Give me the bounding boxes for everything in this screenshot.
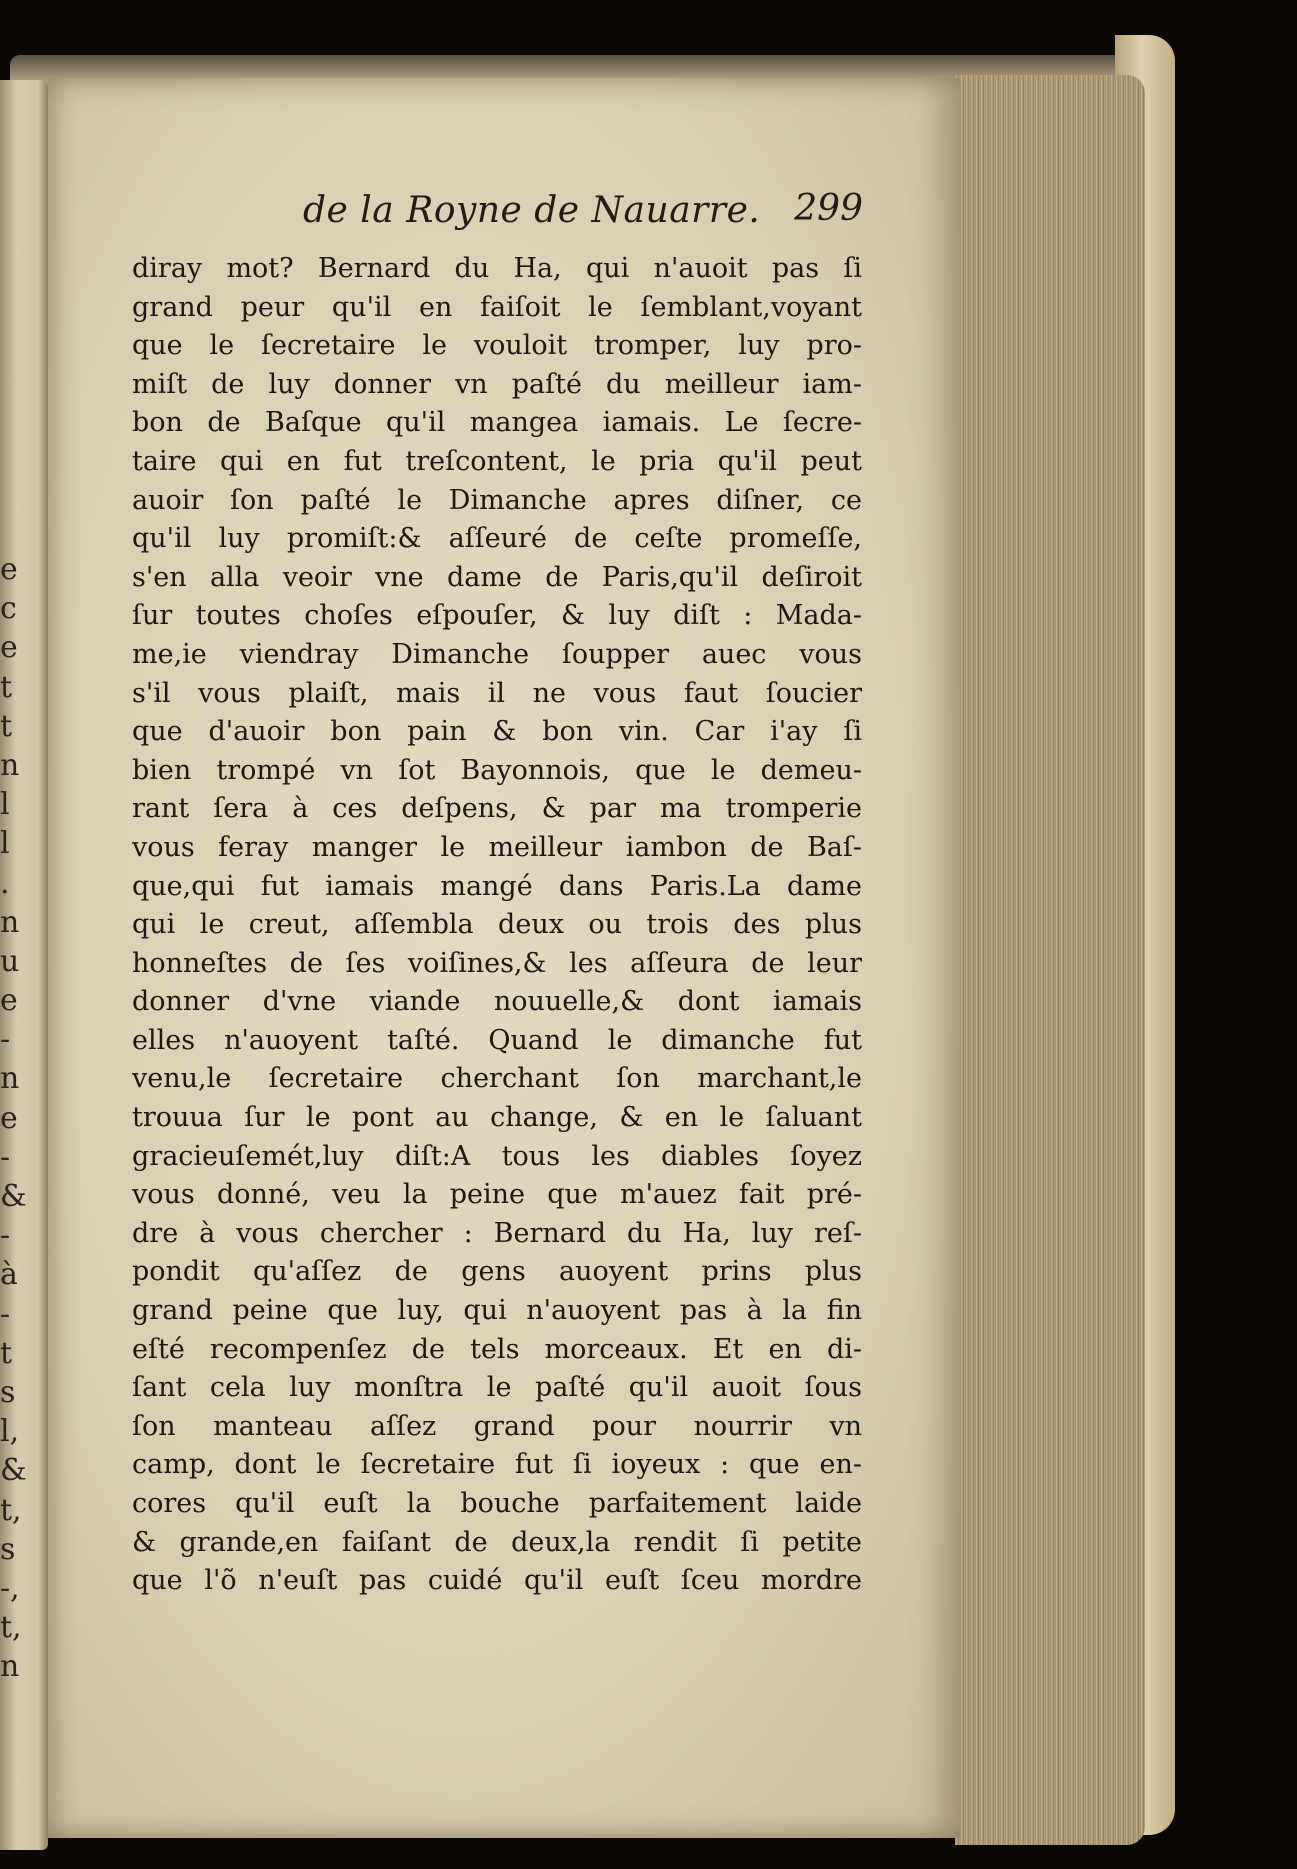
previous-page-char: t,: [0, 1610, 22, 1646]
text-line: cores qu'il euſt la bouche parfaitement laide: [132, 1488, 862, 1519]
text-line: qu'il luy promiſt:& aſſeuré de ceſte promeſſe,: [132, 523, 862, 555]
previous-page-char: &: [0, 1453, 27, 1489]
text-line: que l'õ n'euſt pas cuidé qu'il euſt ſceu mordre: [132, 1565, 862, 1597]
text-line: pondit qu'aſſez de gens auoyent prins plus: [132, 1256, 862, 1288]
text-line: grand peine que luy, qui n'auoyent pas à la fin: [132, 1295, 862, 1327]
previous-page-char: s: [0, 1374, 16, 1410]
previous-page-char: t: [0, 1335, 13, 1371]
page-body-text: [132, 250, 862, 1601]
text-line: qui le creut, aſſembla deux ou trois des plus: [132, 909, 862, 941]
previous-page-char: -,: [0, 1570, 20, 1606]
previous-page-char: l,: [0, 1414, 20, 1450]
text-line: que le ſecretaire le vouloit tromper, luy pro-: [132, 330, 862, 362]
previous-page-char: n: [0, 1061, 20, 1097]
previous-page-char: l: [0, 787, 10, 823]
text-line: venu,le ſecretaire cherchant ſon marchant,le: [132, 1063, 862, 1095]
previous-page-char: &: [0, 1179, 27, 1214]
previous-page-char: -: [0, 1139, 11, 1175]
text-line: s'en alla veoir vne dame de Paris,qu'il deſiroit: [132, 561, 862, 593]
text-line: camp, dont le ſecretaire fut ſi ioyeux : que en-: [132, 1449, 862, 1481]
previous-page-char: e: [0, 983, 18, 1019]
text-line: que,qui fut iamais mangé dans Paris.La dame: [132, 870, 862, 902]
text-line: vous donné, veu la peine que m'auez fait pré-: [132, 1179, 862, 1211]
text-line: auoir ſon paſté le Dimanche apres diſner, ce: [132, 484, 862, 516]
text-line: miſt de luy donner vn paſté du meilleur iam-: [132, 368, 862, 400]
text-line: diray mot? Bernard du Ha, qui n'auoit pas ſi: [132, 253, 862, 284]
text-line: vous feray manger le meilleur iambon de Baſ-: [132, 831, 862, 863]
text-line: eſté recompenſez de tels morceaux. Et en di-: [132, 1333, 862, 1365]
previous-page-char: -: [0, 1218, 11, 1254]
previous-page-char: t: [0, 708, 13, 744]
previous-page-char: n: [0, 1649, 20, 1685]
previous-page-char: n: [0, 747, 20, 783]
text-line: grand peur qu'il en faiſoit le ſemblant,voyant: [132, 291, 862, 323]
running-title: de la Royne de Nauarre.: [303, 190, 761, 231]
previous-page-edge: [0, 80, 48, 1850]
text-line: trouua ſur le pont au change, & en le ſaluant: [132, 1102, 862, 1134]
previous-page-line-endings: [0, 550, 27, 1750]
previous-page-char: s: [0, 1531, 16, 1567]
text-line: bon de Baſque qu'il mangea iamais. Le ſecre-: [132, 407, 862, 439]
text-line: & grande,en faiſant de deux,la rendit ſi petite: [132, 1526, 862, 1558]
text-line: ſon manteau aſſez grand pour nourrir vn: [132, 1410, 862, 1442]
previous-page-char: -: [0, 1296, 11, 1332]
text-line: rant ſera à ces deſpens, & par ma tromperie: [132, 793, 862, 825]
previous-page-char: n: [0, 904, 20, 940]
text-line: dre à vous chercher : Bernard du Ha, luy reſ-: [132, 1217, 862, 1249]
previous-page-char: l: [0, 826, 10, 862]
text-line: ſant cela luy monſtra le paſté qu'il auoit ſous: [132, 1372, 862, 1404]
text-line: honneſtes de ſes voiſines,& les aſſeura de leur: [132, 947, 862, 979]
text-line: gracieuſemét,luy diſt:A tous les diables ſoyez: [132, 1140, 862, 1172]
text-line: ſur toutes choſes eſpouſer, & luy diſt : Mada-: [132, 600, 862, 632]
book-page: [48, 78, 960, 1838]
previous-page-char: -: [0, 1022, 11, 1058]
text-line: elles n'auoyent taſté. Quand le dimanche fut: [132, 1024, 862, 1056]
previous-page-char: t,: [0, 1492, 22, 1528]
page-number: 299: [794, 188, 863, 229]
previous-page-char: .: [0, 865, 10, 901]
previous-page-char: u: [0, 943, 20, 979]
text-line: me,ie viendray Dimanche ſoupper auec vous: [132, 638, 862, 670]
page-header: [303, 190, 863, 240]
text-line: que d'auoir bon pain & bon vin. Car i'ay ſi: [132, 716, 862, 748]
previous-page-char: à: [0, 1257, 18, 1293]
text-line: taire qui en fut treſcontent, le pria qu'il peut: [132, 445, 862, 477]
previous-page-char: e: [0, 552, 18, 587]
page-fore-edge: [955, 75, 1145, 1845]
text-line: donner d'vne viande nouuelle,& dont iamais: [132, 986, 862, 1018]
previous-page-char: e: [0, 630, 18, 666]
text-line: s'il vous plaiſt, mais il ne vous faut ſoucier: [132, 677, 862, 709]
previous-page-char: e: [0, 1100, 18, 1136]
previous-page-char: t: [0, 669, 13, 705]
text-line: bien trompé vn ſot Bayonnois, que le demeu-: [132, 754, 862, 786]
previous-page-char: c: [0, 591, 17, 627]
